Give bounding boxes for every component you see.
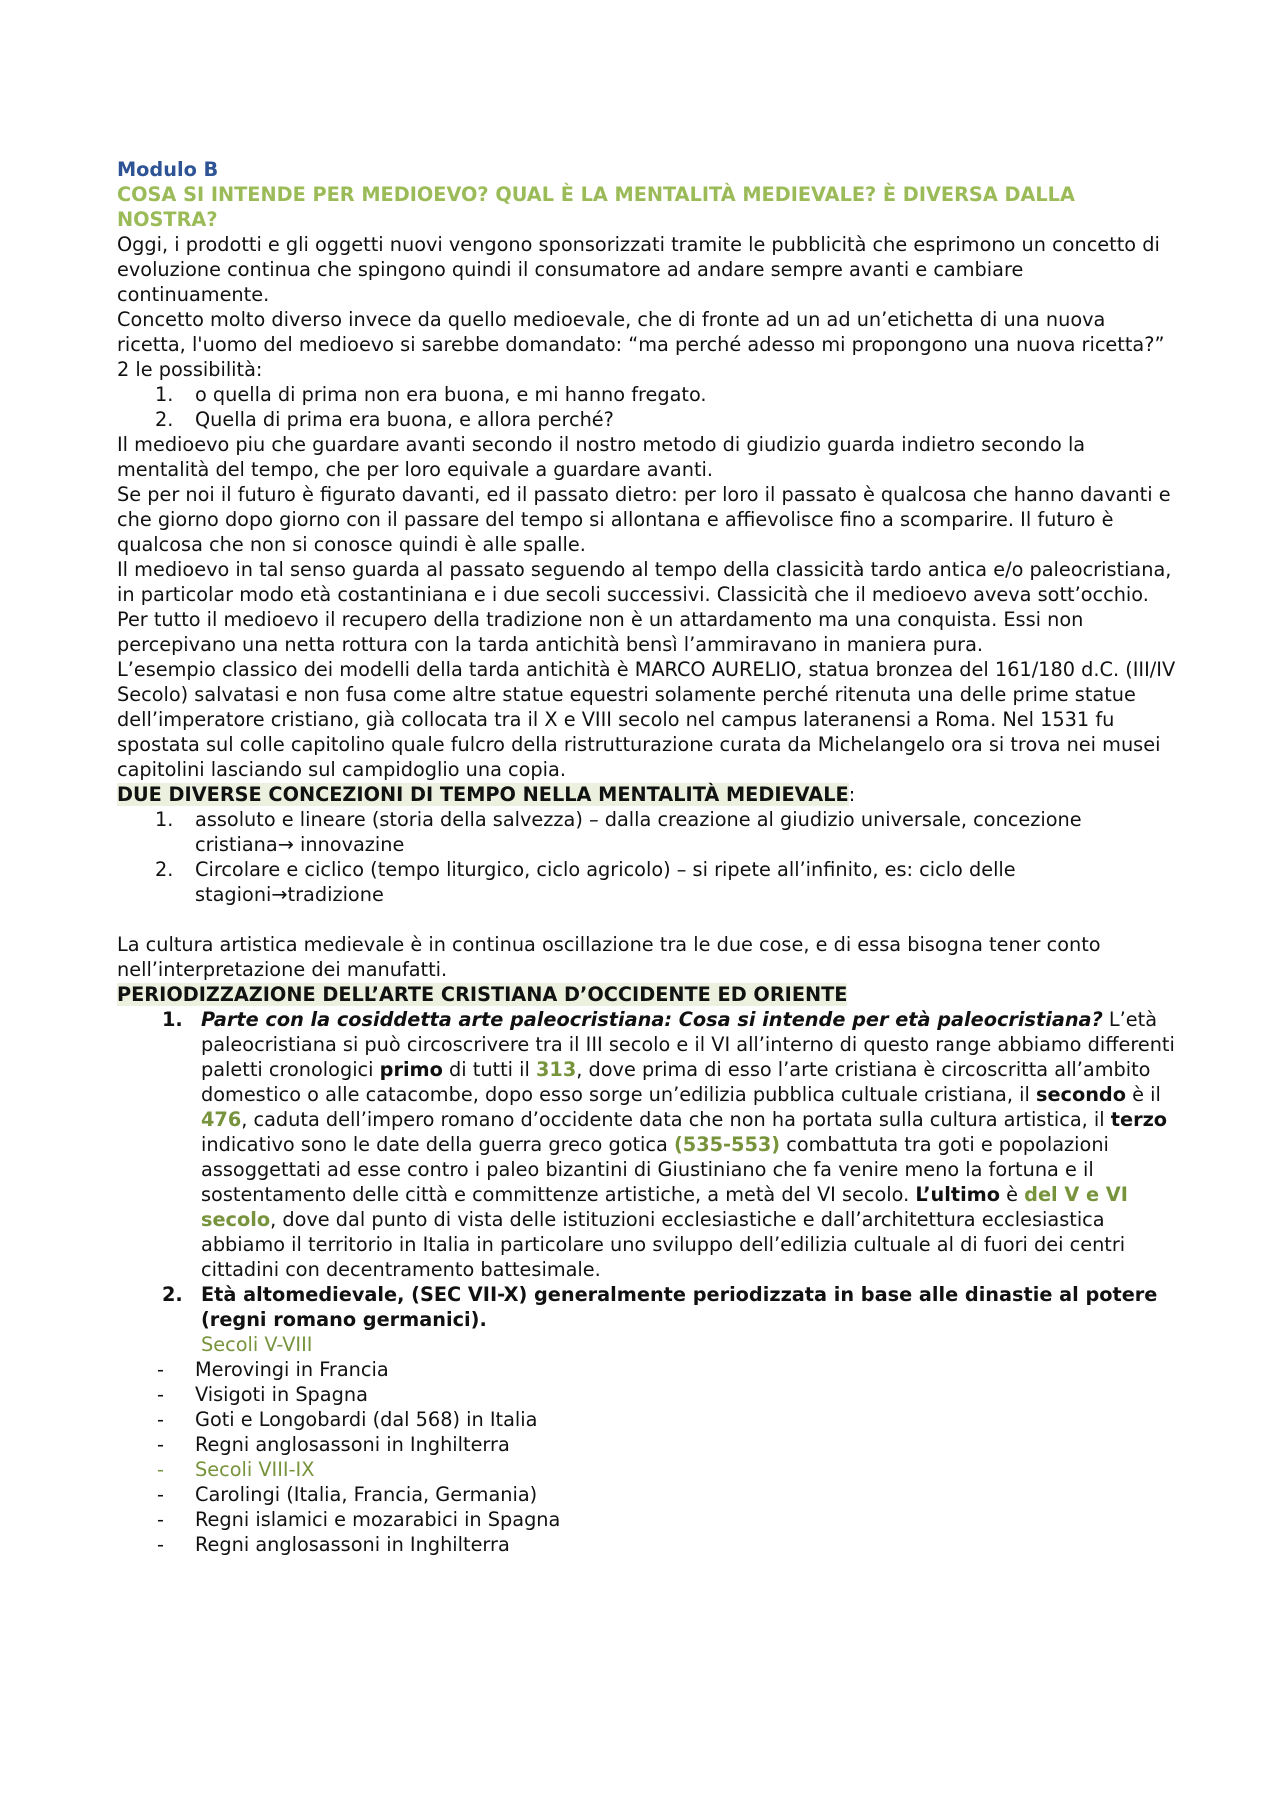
item-text: combattuta tra goti e popolazioni assoggettati ad esse contro i paleo bizantini di Giustiniano che fa venire meno la fortuna e il sostentamento delle città e committenze artistiche, a metà del VI secolo. — [201, 1133, 1109, 1206]
item-text: è — [1000, 1183, 1025, 1206]
dash-marker: - — [157, 1383, 164, 1406]
list-number: 1. — [162, 1008, 183, 1031]
list-item — [117, 1382, 1180, 1407]
dash-marker: - — [157, 1533, 164, 1556]
list-item-text: Merovingi in Francia — [195, 1358, 389, 1381]
list-item — [117, 1532, 1180, 1557]
keyword-secondo: secondo — [1035, 1083, 1126, 1106]
date-centuries: del V e VI secolo — [201, 1183, 1128, 1231]
list-item — [117, 807, 1180, 857]
item-text: di tutti il — [442, 1058, 536, 1081]
list-item — [117, 1432, 1180, 1457]
dash-marker: - — [157, 1408, 164, 1431]
period-section-heading — [117, 982, 1180, 1007]
time-section-heading — [117, 782, 1180, 807]
item-text: , dove prima di esso l’arte cristiana è circoscritta all’ambito domestico o alle catacombe, dopo esso sorge un’edilizia pubblica cultuale cristiana, il — [201, 1058, 1151, 1106]
list-number: 2. — [155, 408, 174, 431]
subheading-centuries: Secoli V-VIII — [201, 1333, 313, 1356]
item-lead-question: Parte con la cosiddetta arte paleocristiana: Cosa si intende per età paleocristiana? — [201, 1008, 1103, 1031]
list-number: 1. — [155, 808, 174, 831]
dash-marker: - — [157, 1508, 164, 1531]
module-title: Modulo B — [117, 158, 219, 181]
periodization-list — [117, 1007, 1180, 1357]
possibilities-list — [117, 382, 1180, 432]
list-item — [117, 1357, 1180, 1382]
document-content — [117, 157, 1180, 1557]
dash-marker: - — [157, 1358, 164, 1381]
list-number: 1. — [155, 383, 174, 406]
dynasties-list-1 — [117, 1357, 1180, 1557]
dash-marker: - — [157, 1458, 164, 1481]
list-item — [117, 1457, 1180, 1482]
keyword-primo: primo — [379, 1058, 443, 1081]
list-item-text: Carolingi (Italia, Francia, Germania) — [195, 1483, 538, 1506]
list-item — [117, 1407, 1180, 1432]
list-item-text: Circolare e ciclico (tempo liturgico, ciclo agricolo) – si ripete all’infinito, es: ciclo delle stagioni→tradizione — [195, 858, 1016, 906]
time-concepts-list — [117, 807, 1180, 907]
list-number: 2. — [155, 858, 174, 881]
list-item — [117, 382, 1180, 407]
question-title: COSA SI INTENDE PER MEDIOEVO? QUAL È LA MENTALITÀ MEDIEVALE? È DIVERSA DALLA NOSTRA? — [117, 183, 1075, 231]
list-item — [117, 857, 1180, 907]
intro-paragraph: Oggi, i prodotti e gli oggetti nuovi vengono sponsorizzati tramite le pubblicità che esprimono un concetto di evoluzione continua che spingono quindi il consumatore ad andare sempre avanti e cambiare continuamente. — [117, 233, 1160, 306]
dash-marker: - — [157, 1483, 164, 1506]
highlighted-heading: DUE DIVERSE CONCEZIONI DI TEMPO NELLA MENTALITÀ MEDIEVALE — [117, 783, 849, 806]
list-item-text: Regni anglosassoni in Inghilterra — [195, 1433, 510, 1456]
list-number: 2. — [162, 1283, 183, 1306]
item-text: indicativo sono le date della guerra greco gotica — [201, 1133, 674, 1156]
body-paragraph: Per tutto il medioevo il recupero della tradizione non è un attardamento ma una conquista. Essi non percepivano una netta rottura con la tarda antichità bensì l’ammiravano in maniera pura. — [117, 608, 1084, 656]
body-paragraph: Il medioevo piu che guardare avanti secondo il nostro metodo di giudizio guarda indietro secondo la mentalità del tempo, che per loro equivale a guardare avanti. — [117, 433, 1086, 481]
item-text: L’età paleocristiana si può circoscrivere tra il III secolo e il VI all’interno di questo range abbiamo differenti paletti cronologici — [201, 1008, 1175, 1081]
item-bold-text: Età altomedievale, (SEC VII-X) generalmente periodizzata in base alle dinastie al potere (regni romano germanici). — [201, 1283, 1158, 1331]
list-item — [117, 407, 1180, 432]
list-item-text: Visigoti in Spagna — [195, 1383, 368, 1406]
list-item — [117, 1482, 1180, 1507]
blank-line — [117, 907, 1180, 932]
heading-colon: : — [848, 783, 856, 806]
dash-marker: - — [157, 1433, 164, 1456]
conclusion-paragraph: La cultura artistica medievale è in continua oscillazione tra le due cose, e di essa bisogna tener conto nell’interpretazione dei manufatti. — [117, 933, 1101, 981]
item-text: , caduta dell’impero romano d’occidente data che non ha portata sulla cultura artistica, il — [241, 1108, 1111, 1131]
list-item-text: Regni islamici e mozarabici in Spagna — [195, 1508, 561, 1531]
body-paragraph: Se per noi il futuro è figurato davanti, ed il passato dietro: per loro il passato è qualcosa che hanno davanti e che giorno dopo giorno con il passare del tempo si allontana e affievolisce fino a scomparire. Il futuro è qualcosa che non si conosce quindi è alle spalle. — [117, 483, 1171, 556]
list-item-text: Goti e Longobardi (dal 568) in Italia — [195, 1408, 538, 1431]
list-item — [117, 1282, 1180, 1357]
item-text: è il — [1125, 1083, 1161, 1106]
keyword-terzo: terzo — [1110, 1108, 1168, 1131]
list-item-text: o quella di prima non era buona, e mi hanno fregato. — [195, 383, 707, 406]
body-paragraph: L’esempio classico dei modelli della tarda antichità è MARCO AURELIO, statua bronzea del 161/180 d.C. (III/IV Secolo) salvatasi e non fusa come altre statue equestri solamente perché ritenuta una delle prime statue dell’imperatore cristiano, già collocata tra il X e VIII secolo nel campus lateranensi a Roma. Nel 1531 fu spostata sul colle capitolino quale fulcro della ristrutturazione curata da Michelangelo ora si trova nei musei capitolini lasciando sul campidoglio una copia. — [117, 658, 1176, 781]
list-item — [117, 1007, 1180, 1282]
keyword-ultimo: L’ultimo — [915, 1183, 1001, 1206]
highlighted-heading: PERIODIZZAZIONE DELL’ARTE CRISTIANA D’OCCIDENTE ED ORIENTE — [117, 983, 848, 1006]
list-item-text: Quella di prima era buona, e allora perché? — [195, 408, 614, 431]
subheading-centuries: Secoli VIII-IX — [195, 1458, 315, 1481]
list-item-text: Regni anglosassoni in Inghilterra — [195, 1533, 510, 1556]
date-313: 313 — [536, 1058, 577, 1081]
list-item — [117, 1507, 1180, 1532]
item-text: , dove dal punto di vista delle istituzioni ecclesiastiche e dall’architettura ecclesiastica abbiamo il territorio in Italia in particolare uno sviluppo dell’edilizia cultuale al di fuori dei centri cittadini con decentramento battesimale. — [201, 1208, 1126, 1281]
date-war: (535-553) — [673, 1133, 781, 1156]
list-item-text: assoluto e lineare (storia della salvezza) – dalla creazione al giudizio universale, concezione cristiana→ innovazine — [195, 808, 1082, 856]
body-paragraph: Il medioevo in tal senso guarda al passato seguendo al tempo della classicità tardo antica e/o paleocristiana, in particolar modo età costantiniana e i due secoli successivi. Classicità che il medioevo aveva sott’occhio. — [117, 558, 1172, 606]
date-476: 476 — [201, 1108, 242, 1131]
intro-paragraph: Concetto molto diverso invece da quello medioevale, che di fronte ad un ad un’etichetta di una nuova ricetta, l'uomo del medioevo si sarebbe domandato: “ma perché adesso mi propongono una nuova ricetta?” 2 le possibilità: — [117, 308, 1165, 381]
